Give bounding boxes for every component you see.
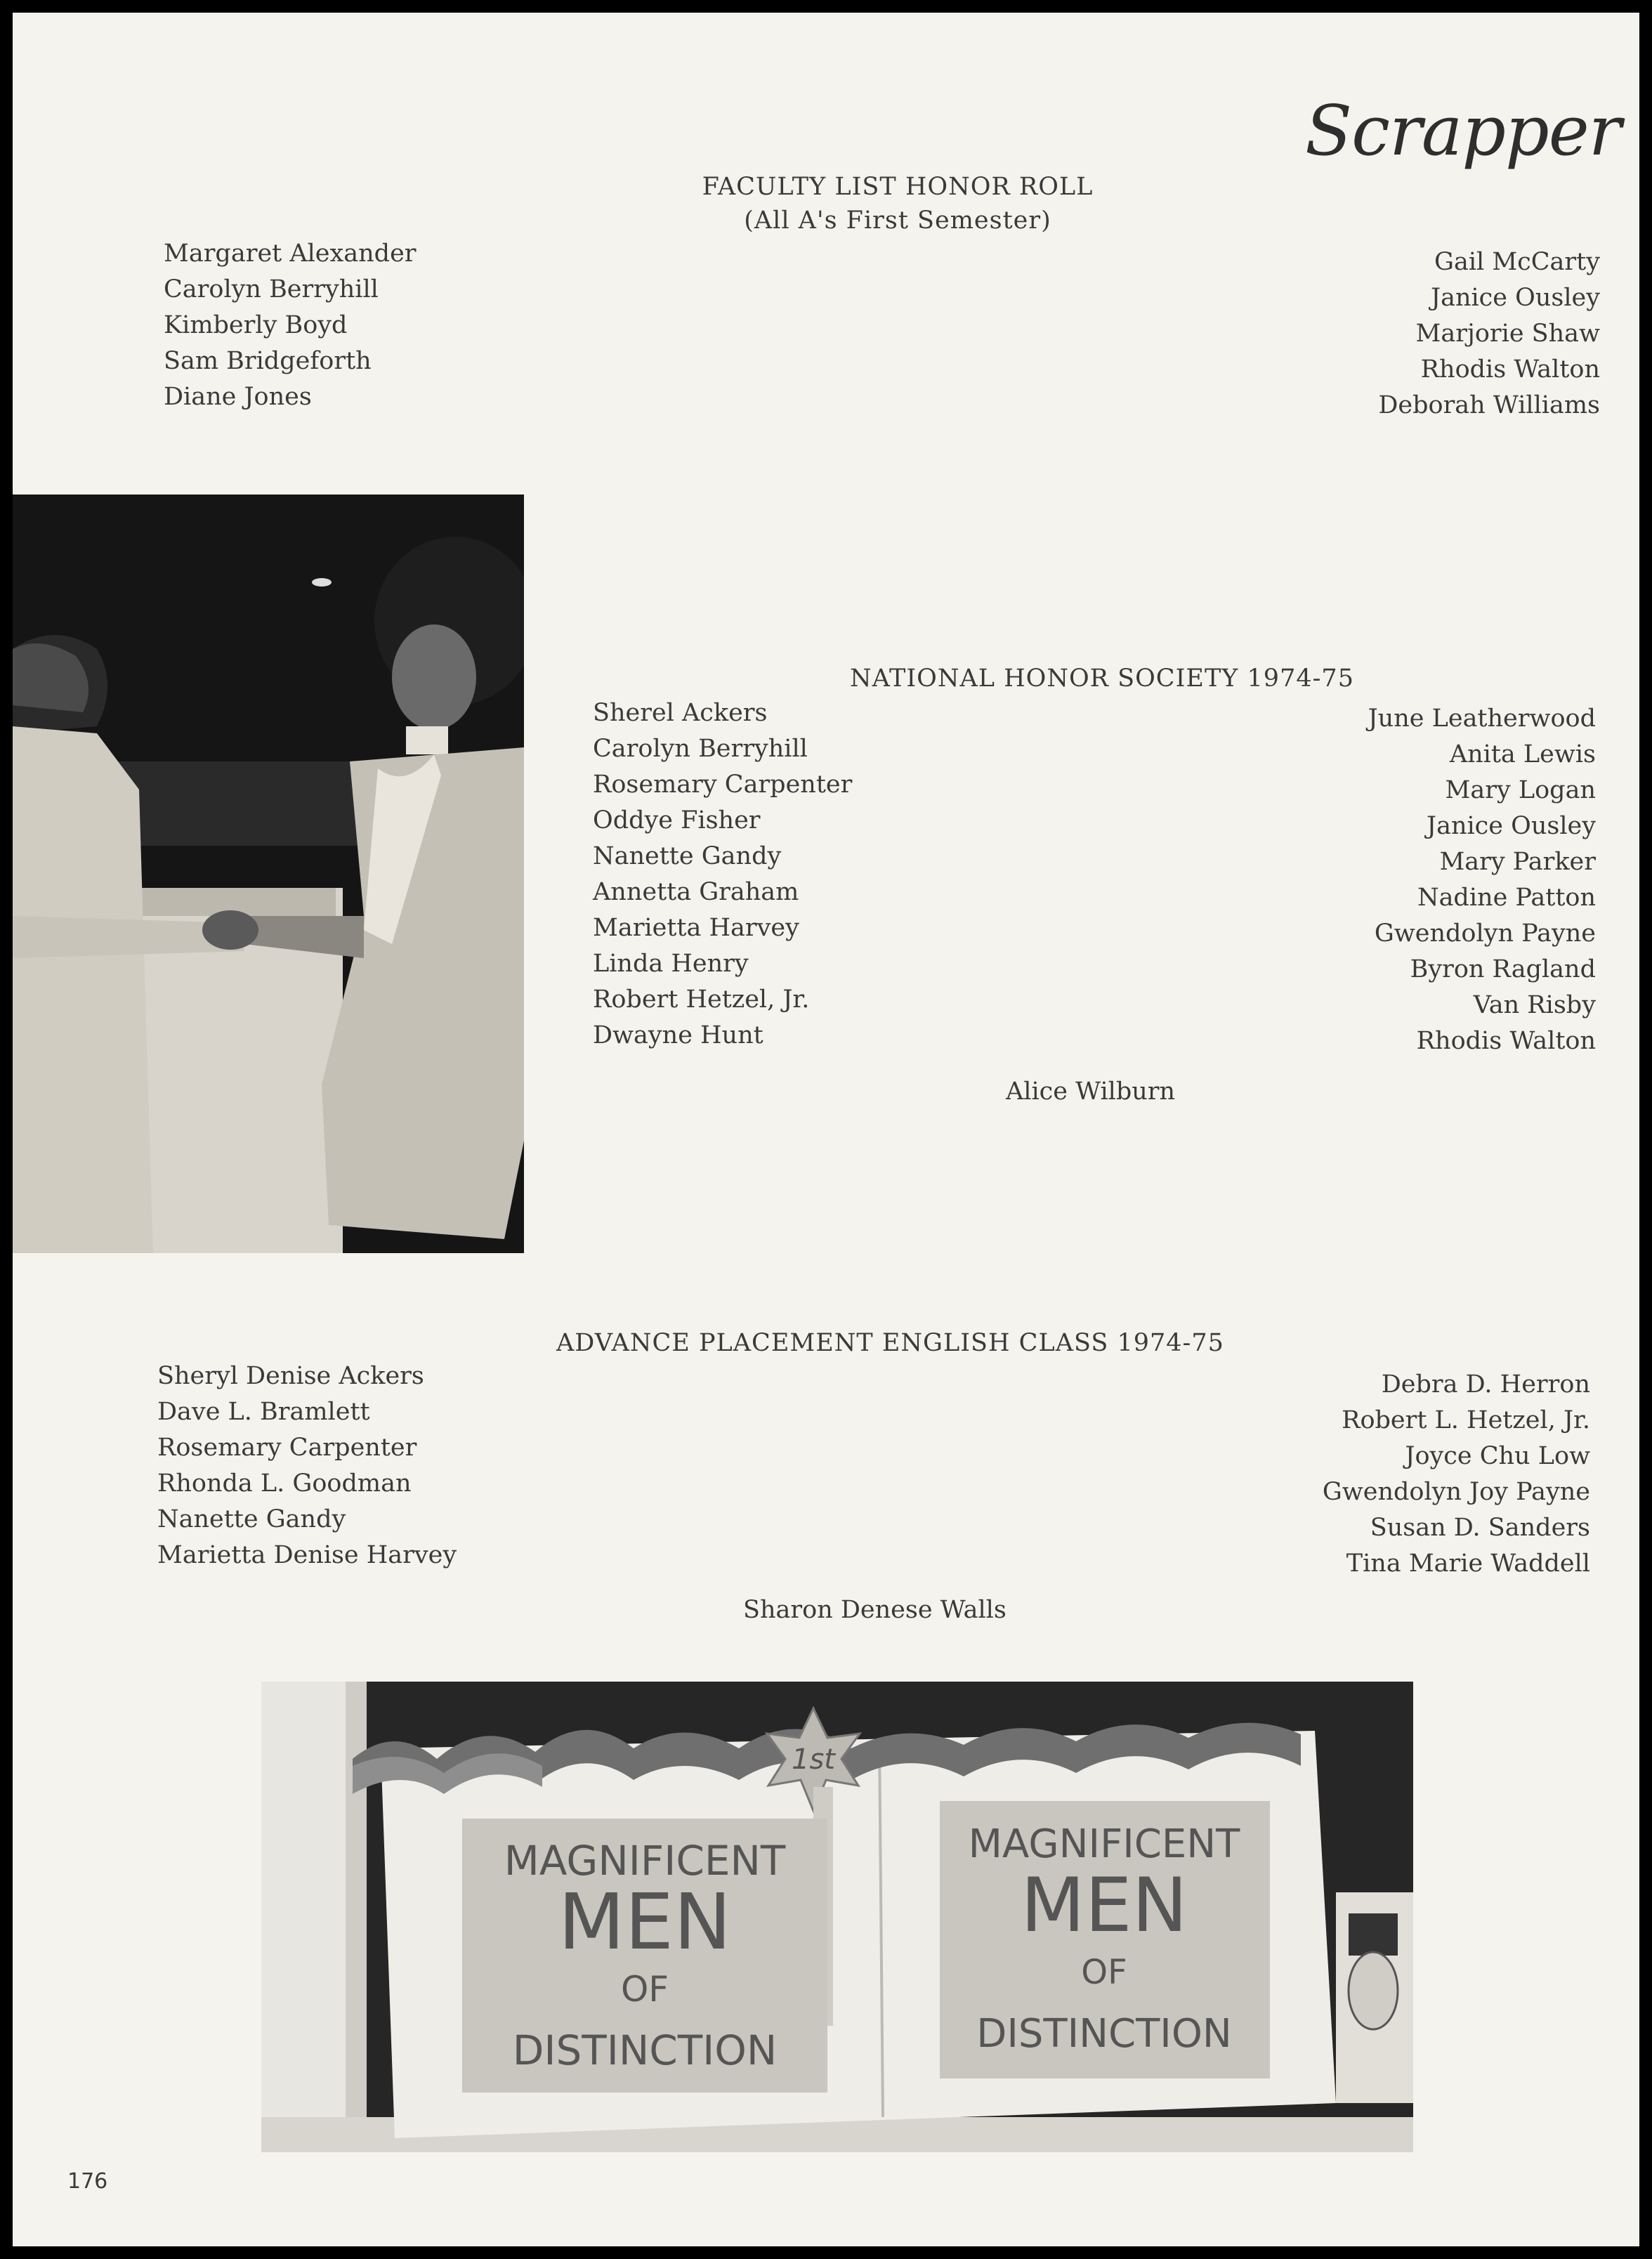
sign-left-line1: MAGNIFICENT (504, 1837, 786, 1885)
sign-left-line4: DISTINCTION (512, 2026, 778, 2074)
name-item: Mary Logan (1445, 776, 1596, 804)
name-item: Dwayne Hunt (593, 1021, 763, 1049)
name-item: Dave L. Bramlett (157, 1398, 370, 1426)
name-item: Janice Ousley (1431, 284, 1600, 312)
name-item: Van Risby (1473, 991, 1596, 1019)
nhs-left-names (593, 695, 852, 1054)
name-item: Marietta Denise Harvey (157, 1541, 457, 1569)
nhs-center-name: Alice Wilburn (1006, 1078, 1176, 1106)
name-item: Mary Parker (1439, 848, 1596, 876)
name-item: Rhodis Walton (1416, 1027, 1596, 1055)
name-item: Rhonda L. Goodman (157, 1469, 412, 1498)
name-item: Rosemary Carpenter (593, 771, 853, 799)
handshake-photo (13, 495, 524, 1253)
name-item: Robert Hetzel, Jr. (593, 986, 810, 1014)
name-item: Rhodis Walton (1420, 355, 1600, 384)
name-item: Gwendolyn Payne (1374, 919, 1596, 948)
name-item: Annetta Graham (593, 878, 799, 906)
ap-english-left-names (157, 1358, 457, 1573)
name-item: Anita Lewis (1449, 740, 1596, 768)
ap-english-center-name: Sharon Denese Walls (743, 1596, 1007, 1624)
sign-left-line2: MEN (558, 1877, 732, 1967)
magnificent-men-display-photo (261, 1682, 1413, 2152)
faculty-list-right-names (1378, 244, 1600, 424)
name-item: Nanette Gandy (593, 842, 782, 870)
name-item: Nadine Patton (1417, 884, 1596, 912)
ap-english-heading: ADVANCE PLACEMENT ENGLISH CLASS 1974-75 (556, 1329, 1224, 1357)
nhs-heading: NATIONAL HONOR SOCIETY 1974-75 (850, 664, 1354, 693)
sign-right-line2: MEN (1021, 1862, 1188, 1949)
name-item: Susan D. Sanders (1370, 1514, 1590, 1542)
name-item: Linda Henry (593, 950, 749, 978)
name-item: Joyce Chu Low (1405, 1442, 1590, 1470)
name-item: Kimberly Boyd (164, 311, 348, 339)
page-title: Scrapper (1305, 91, 1621, 171)
nhs-right-names (1368, 701, 1596, 1059)
name-item: Deborah Williams (1378, 391, 1600, 419)
name-item: Gwendolyn Joy Payne (1322, 1478, 1590, 1506)
name-item: Rosemary Carpenter (157, 1434, 417, 1462)
name-item: Marjorie Shaw (1415, 320, 1600, 348)
name-item: Carolyn Berryhill (593, 735, 808, 763)
name-item: Marietta Harvey (593, 914, 799, 942)
faculty-list-subtitle: (All A's First Semester) (744, 207, 1051, 235)
ap-english-right-names (1323, 1367, 1590, 1582)
name-item: Margaret Alexander (164, 240, 417, 268)
sign-right-line3: OF (1081, 1953, 1127, 1992)
name-item: Sheryl Denise Ackers (157, 1362, 424, 1390)
name-item: Carolyn Berryhill (164, 275, 379, 303)
name-item: Diane Jones (164, 383, 312, 411)
faculty-list-title: FACULTY LIST HONOR ROLL (702, 173, 1094, 201)
name-item: Robert L. Hetzel, Jr. (1342, 1406, 1590, 1434)
sign-right-line1: MAGNIFICENT (968, 1821, 1240, 1867)
sign-left-line3: OF (620, 1969, 669, 2010)
ribbon-label: 1st (792, 1743, 835, 1776)
name-item: Sam Bridgeforth (164, 347, 372, 375)
faculty-list-heading (680, 173, 1115, 235)
name-item: Debra D. Herron (1381, 1370, 1590, 1399)
name-item: Byron Ragland (1410, 955, 1596, 983)
name-item: June Leatherwood (1368, 705, 1596, 733)
yearbook-page (13, 13, 1639, 2246)
name-item: Oddye Fisher (593, 806, 761, 834)
sign-right-line4: DISTINCTION (976, 2011, 1232, 2057)
page-number: 176 (67, 2169, 108, 2194)
name-item: Sherel Ackers (593, 699, 768, 727)
name-item: Gail McCarty (1434, 248, 1600, 276)
name-item: Nanette Gandy (157, 1505, 346, 1533)
name-item: Tina Marie Waddell (1346, 1550, 1590, 1578)
name-item: Janice Ousley (1427, 812, 1596, 840)
faculty-list-left-names (164, 236, 417, 415)
